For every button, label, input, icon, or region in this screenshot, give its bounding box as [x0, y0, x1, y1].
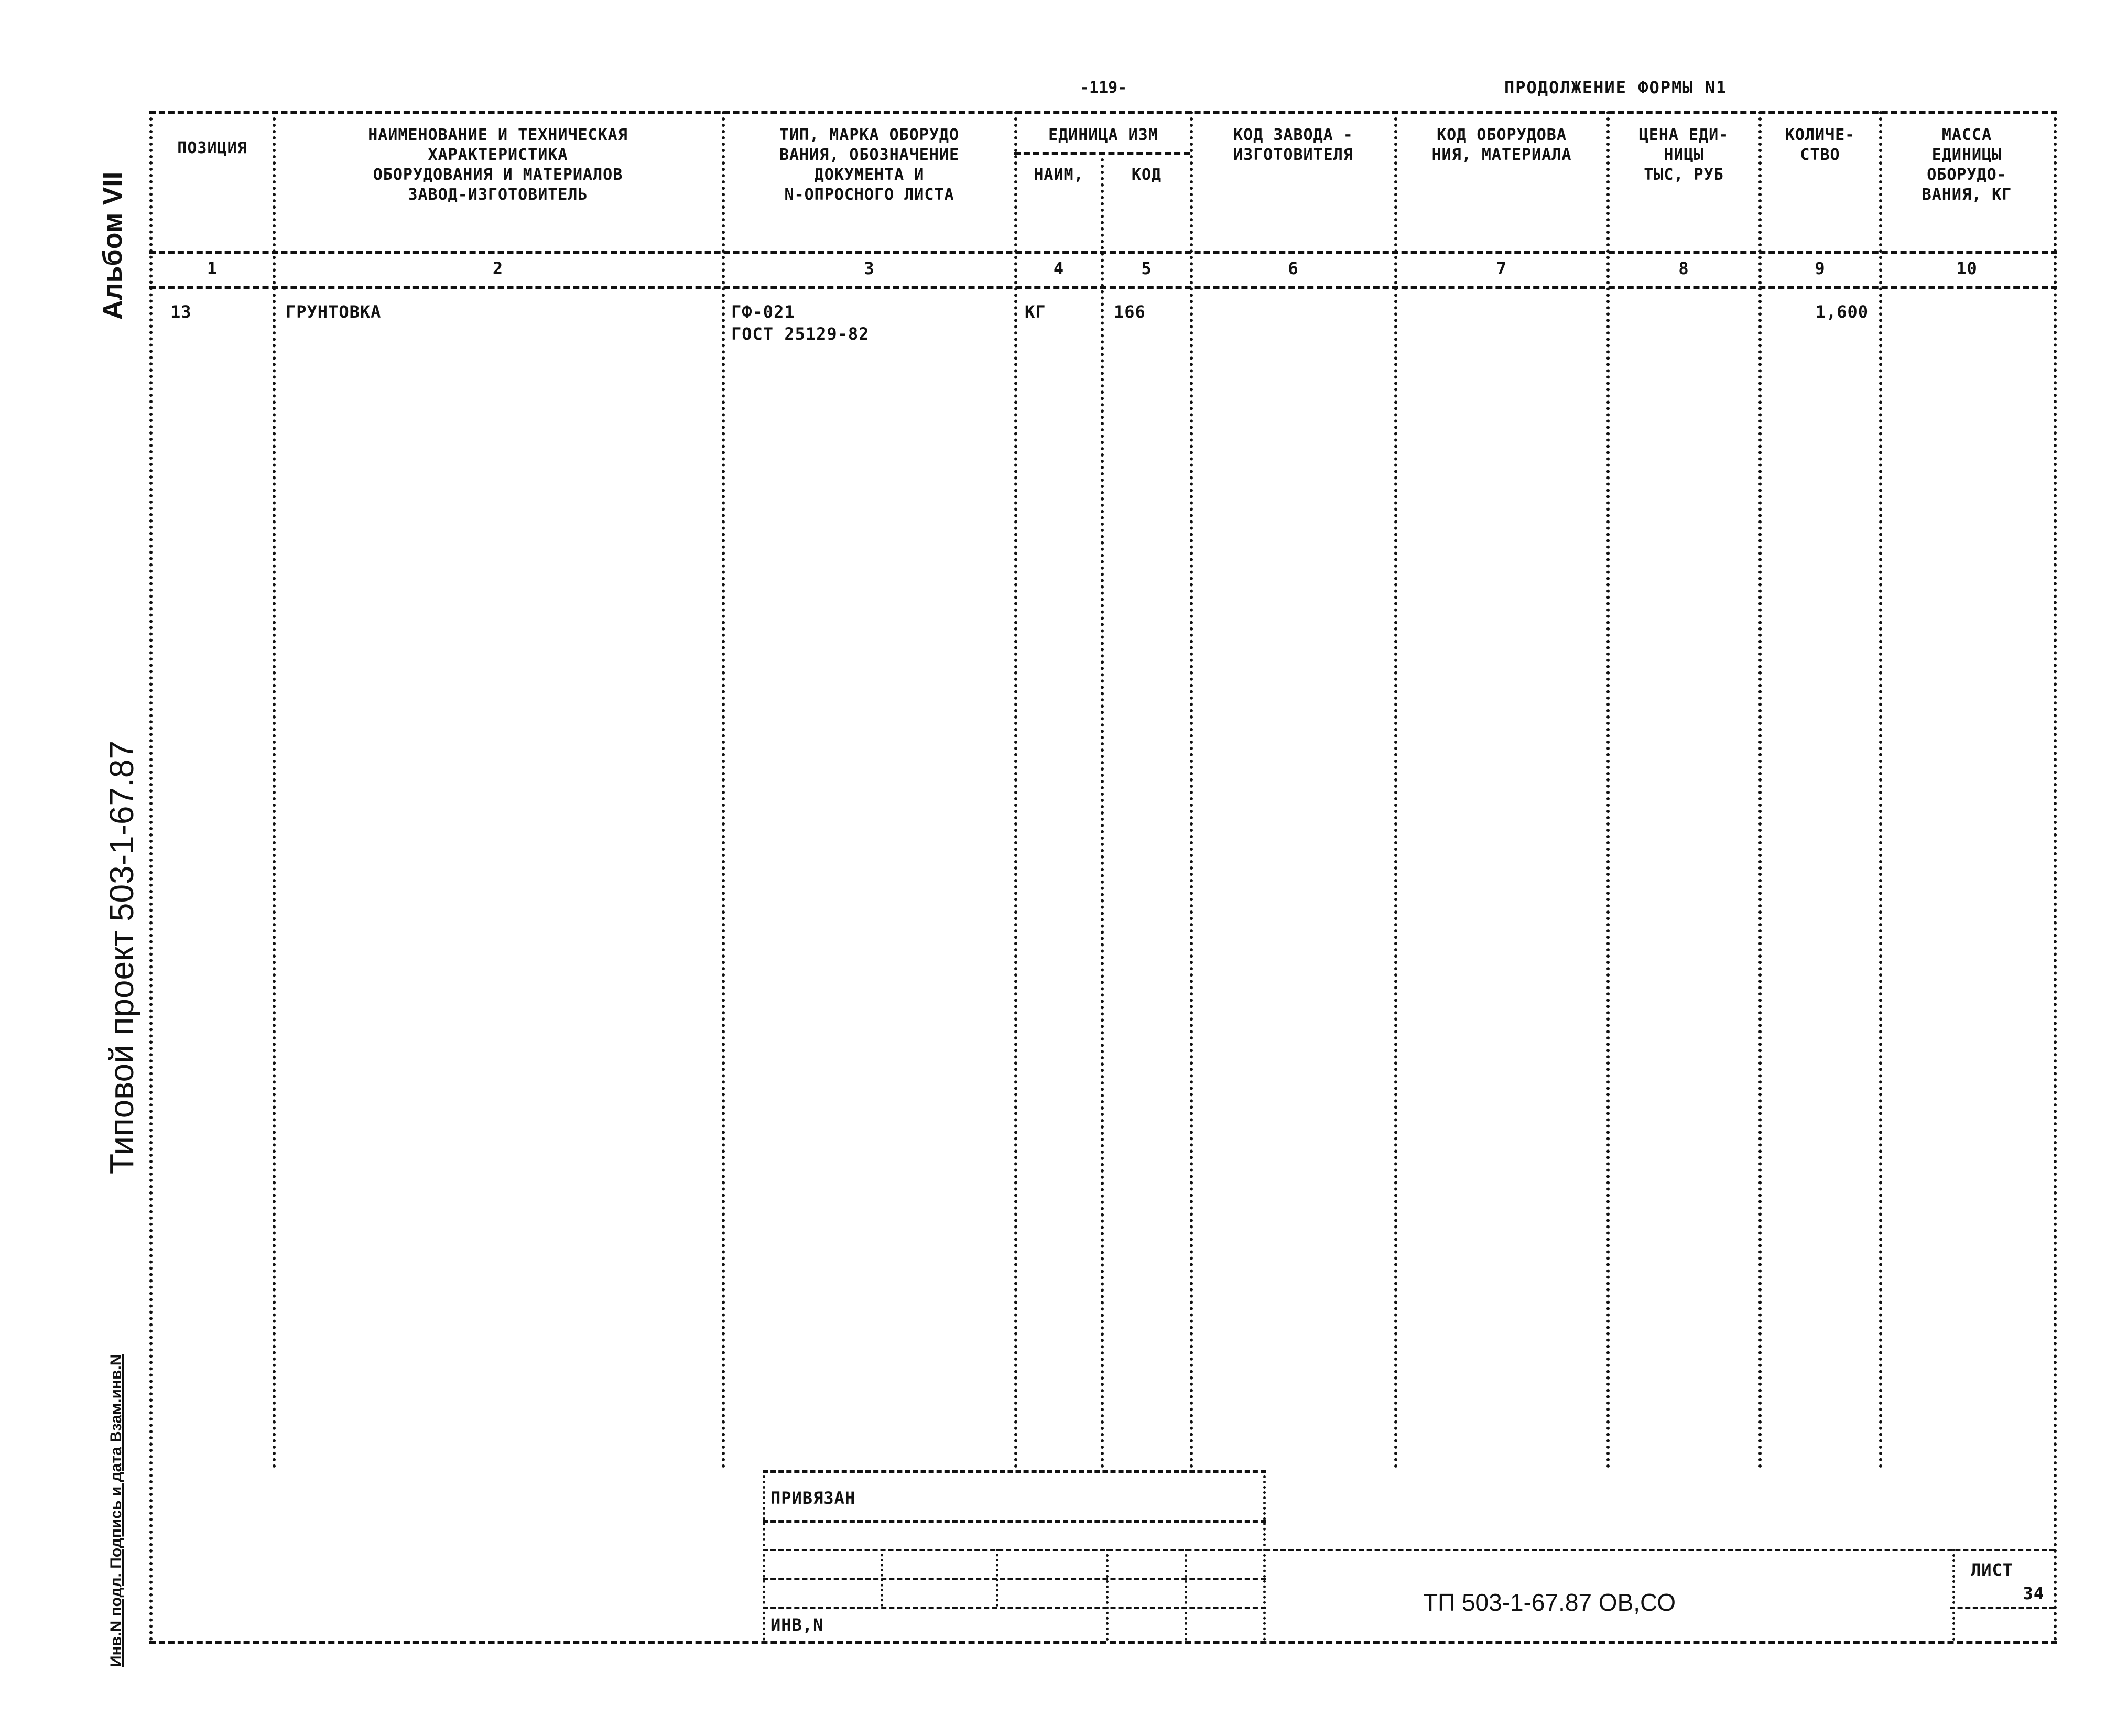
project-label: Типовой проект 503-1-67.87	[103, 740, 140, 1174]
stamp-line	[763, 1607, 1266, 1609]
column-separator	[1101, 152, 1104, 1469]
header-type-line: ТИП, МАРКА ОБОРУДО	[779, 126, 960, 144]
header-type-line: ВАНИЯ, ОБОЗНАЧЕНИЕ	[779, 146, 960, 164]
header-position: ПОЗИЦИЯ	[177, 139, 247, 157]
column-number: 3	[864, 258, 875, 278]
header-name-line: ЗАВОД-ИЗГОТОВИТЕЛЬ	[408, 186, 588, 204]
header-price: НИЦЫ	[1664, 146, 1704, 164]
sheet-label: ЛИСТ	[1971, 1560, 2014, 1580]
column-number: 2	[492, 258, 504, 278]
side-margin	[81, 94, 155, 1709]
stamp-line	[1950, 1607, 2055, 1609]
stamp-border	[763, 1470, 765, 1641]
header-factory-code: КОД ЗАВОДА -	[1233, 126, 1353, 144]
sheet-number: 34	[2023, 1583, 2044, 1603]
cell-name: ГРУНТОВКА	[286, 302, 382, 322]
stamp-border	[996, 1549, 998, 1607]
header-name-line: НАИМЕНОВАНИЕ И ТЕХНИЧЕСКАЯ	[368, 126, 628, 144]
table-left-border	[149, 111, 153, 1642]
column-separator	[1879, 111, 1882, 1469]
header-quantity: КОЛИЧЕ-	[1785, 126, 1855, 144]
header-unit-name: НАИМ,	[1034, 166, 1084, 184]
stamp-inv-label: ИНВ,N	[770, 1615, 824, 1635]
album-label: Альбом VII	[97, 171, 128, 320]
column-number: 9	[1815, 258, 1826, 278]
table-right-border	[2054, 111, 2057, 1642]
header-equipment-code: НИЯ, МАТЕРИАЛА	[1431, 146, 1572, 164]
stamp-line	[763, 1578, 1266, 1580]
column-separator	[1606, 111, 1610, 1469]
header-equipment-code: КОД ОБОРУДОВА	[1437, 126, 1567, 144]
header-mass: ЕДИНИЦЫ	[1931, 146, 2002, 164]
cell-type: ГФ-021	[731, 302, 795, 322]
header-mass: МАССА	[1941, 126, 1992, 144]
header-price: ЦЕНА ЕДИ-	[1638, 126, 1729, 144]
table-top-border	[149, 111, 2057, 114]
column-number: 6	[1288, 258, 1299, 278]
column-number: 4	[1053, 258, 1065, 278]
column-number: 5	[1141, 258, 1152, 278]
cell-unit-code: 166	[1114, 302, 1146, 322]
column-separator	[1014, 111, 1017, 1469]
column-number: 10	[1956, 258, 1978, 278]
header-type-line: ДОКУМЕНТА И	[814, 166, 925, 184]
header-price: ТЫС, РУБ	[1644, 166, 1724, 184]
cell-type-standard: ГОСТ 25129-82	[731, 324, 870, 344]
stamp-border	[1106, 1549, 1109, 1641]
stamp-line	[763, 1549, 2055, 1551]
stamp-border	[1185, 1549, 1187, 1641]
column-separator	[722, 111, 725, 1469]
cell-position: 13	[170, 302, 192, 322]
cell-quantity: 1,600	[1815, 302, 1869, 322]
continuation-title: ПРОДОЛЖЕНИЕ ФОРМЫ N1	[1504, 78, 1728, 97]
header-name-line: ОБОРУДОВАНИЯ И МАТЕРИАЛОВ	[373, 166, 623, 184]
stamp-top-line	[763, 1470, 1266, 1473]
column-number: 1	[207, 258, 218, 278]
stamp-bound-label: ПРИВЯЗАН	[770, 1488, 856, 1508]
column-separator	[1190, 111, 1193, 1469]
table-bottom-border	[149, 1641, 2057, 1644]
document-code: ТП 503-1-67.87 ОВ,СО	[1423, 1589, 1676, 1616]
stamp-fields-label: Инв.N подл. Подпись и дата Взам.инв.N	[107, 1354, 125, 1667]
stamp-border	[881, 1549, 883, 1607]
header-name-line: ХАРАКТЕРИСТИКА	[428, 146, 568, 164]
stamp-line	[763, 1520, 1266, 1523]
header-unit: ЕДИНИЦА ИЗМ	[1048, 126, 1158, 144]
page-number: -119-	[1080, 79, 1127, 97]
header-factory-code: ИЗГОТОВИТЕЛЯ	[1233, 146, 1353, 164]
header-quantity: СТВО	[1800, 146, 1840, 164]
column-separator	[273, 111, 276, 1469]
header-unit-code: КОД	[1131, 166, 1162, 184]
header-mass: ОБОРУДО-	[1927, 166, 2007, 184]
column-number: 8	[1678, 258, 1689, 278]
header-mass: ВАНИЯ, КГ	[1922, 186, 2012, 204]
header-type-line: N-ОПРОСНОГО ЛИСТА	[784, 186, 954, 204]
column-number: 7	[1496, 258, 1507, 278]
stamp-border	[1263, 1470, 1266, 1641]
column-separator	[1394, 111, 1397, 1469]
cell-unit-name: КГ	[1025, 302, 1046, 322]
